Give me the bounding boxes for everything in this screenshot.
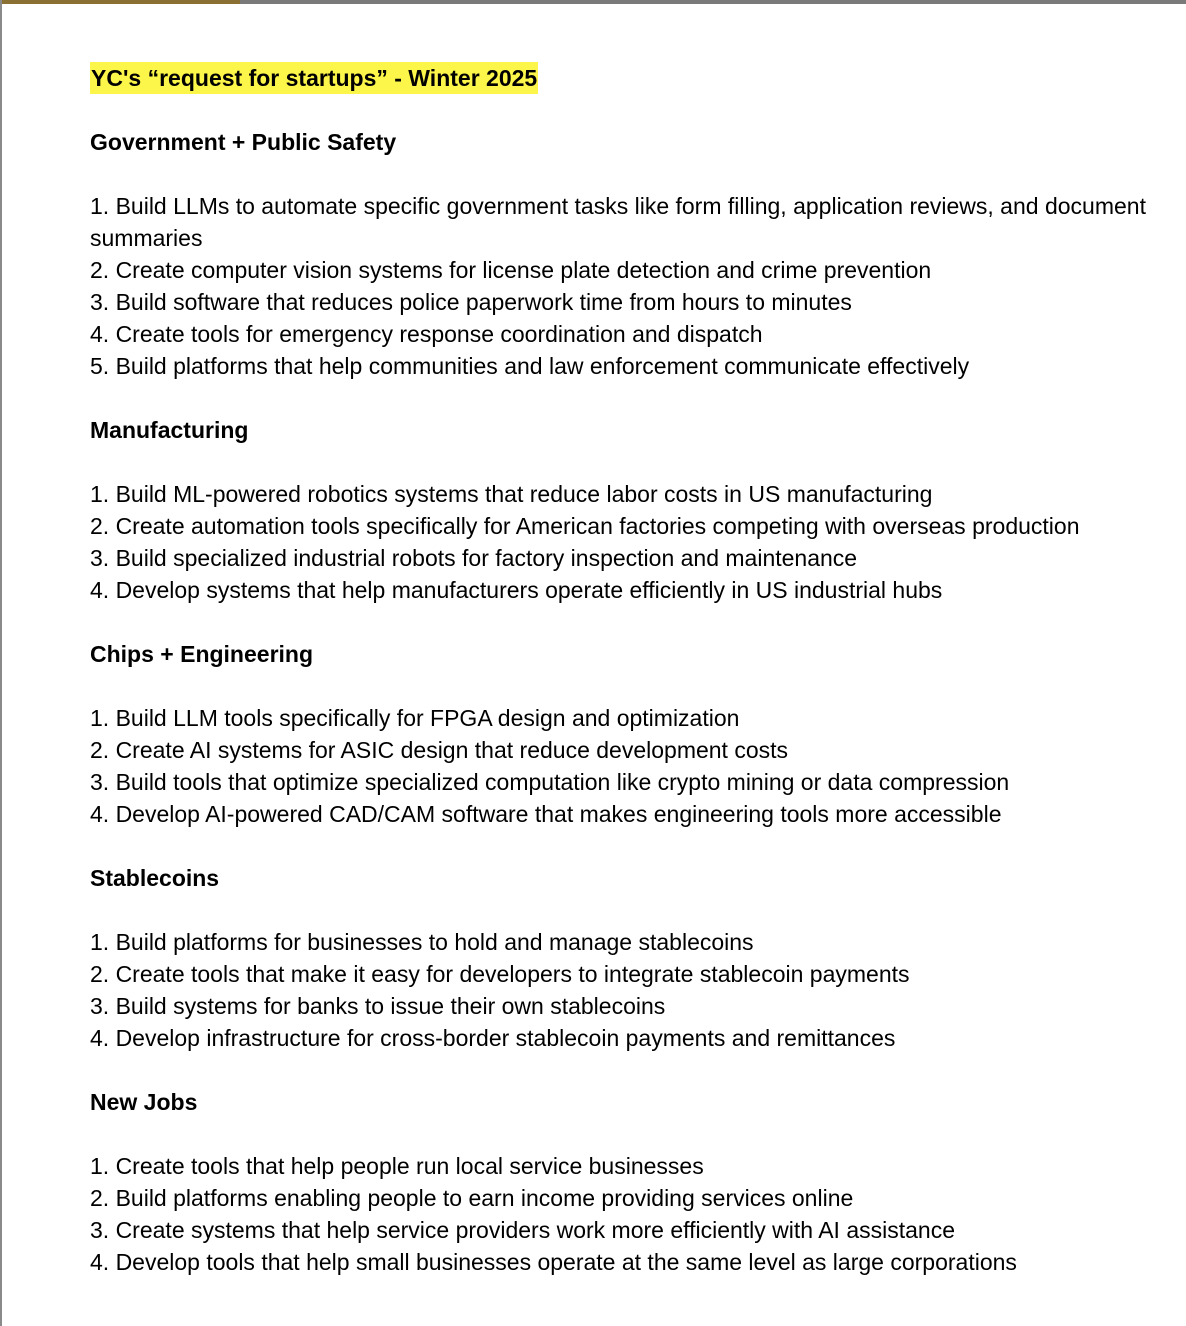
section-list: [90, 926, 1150, 1054]
top-border-accent: [2, 0, 240, 4]
section-chips-engineering: [90, 638, 1150, 830]
section-stablecoins: [90, 862, 1150, 1054]
section-list: [90, 1150, 1150, 1278]
list-item: 1. Build LLMs to automate specific government tasks like form filling, application reviews, and document summaries: [90, 193, 1146, 251]
list-item: 2. Create automation tools specifically for American factories competing with overseas production: [90, 513, 1080, 539]
list-item: 5. Build platforms that help communities and law enforcement communicate effectively: [90, 353, 970, 379]
section-government-public-safety: [90, 126, 1150, 382]
list-item: 4. Develop systems that help manufacturers operate efficiently in US industrial hubs: [90, 577, 943, 603]
section-list: [90, 190, 1150, 382]
section-heading: Government + Public Safety: [90, 129, 397, 155]
list-item: 2. Create tools that make it easy for developers to integrate stablecoin payments: [90, 961, 910, 987]
section-heading: Chips + Engineering: [90, 641, 314, 667]
list-item: 4. Develop infrastructure for cross-border stablecoin payments and remittances: [90, 1025, 896, 1051]
list-item: 3. Build tools that optimize specialized computation like crypto mining or data compression: [90, 769, 1010, 795]
document-body: [90, 62, 1150, 1278]
list-item: 1. Create tools that help people run local service businesses: [90, 1153, 704, 1179]
list-item: 3. Build systems for banks to issue their own stablecoins: [90, 993, 666, 1019]
section-heading: Stablecoins: [90, 865, 220, 891]
list-item: 1. Build ML-powered robotics systems that reduce labor costs in US manufacturing: [90, 481, 933, 507]
list-item: 2. Create AI systems for ASIC design that reduce development costs: [90, 737, 789, 763]
list-item: 2. Build platforms enabling people to earn income providing services online: [90, 1185, 854, 1211]
section-heading: Manufacturing: [90, 417, 249, 443]
list-item: 3. Create systems that help service providers work more efficiently with AI assistance: [90, 1217, 955, 1243]
list-item: 2. Create computer vision systems for license plate detection and crime prevention: [90, 257, 932, 283]
list-item: 4. Develop tools that help small businesses operate at the same level as large corporations: [90, 1249, 1017, 1275]
list-item: 1. Build LLM tools specifically for FPGA design and optimization: [90, 705, 740, 731]
list-item: 4. Create tools for emergency response coordination and dispatch: [90, 321, 763, 347]
document-title: YC's “request for startups” - Winter 2025: [90, 62, 538, 94]
section-heading: New Jobs: [90, 1089, 198, 1115]
section-new-jobs: [90, 1086, 1150, 1278]
list-item: 3. Build specialized industrial robots for factory inspection and maintenance: [90, 545, 858, 571]
list-item: 4. Develop AI-powered CAD/CAM software that makes engineering tools more accessible: [90, 801, 1002, 827]
section-manufacturing: [90, 414, 1150, 606]
list-item: 1. Build platforms for businesses to hold and manage stablecoins: [90, 929, 754, 955]
section-list: [90, 702, 1150, 830]
list-item: 3. Build software that reduces police paperwork time from hours to minutes: [90, 289, 852, 315]
section-list: [90, 478, 1150, 606]
